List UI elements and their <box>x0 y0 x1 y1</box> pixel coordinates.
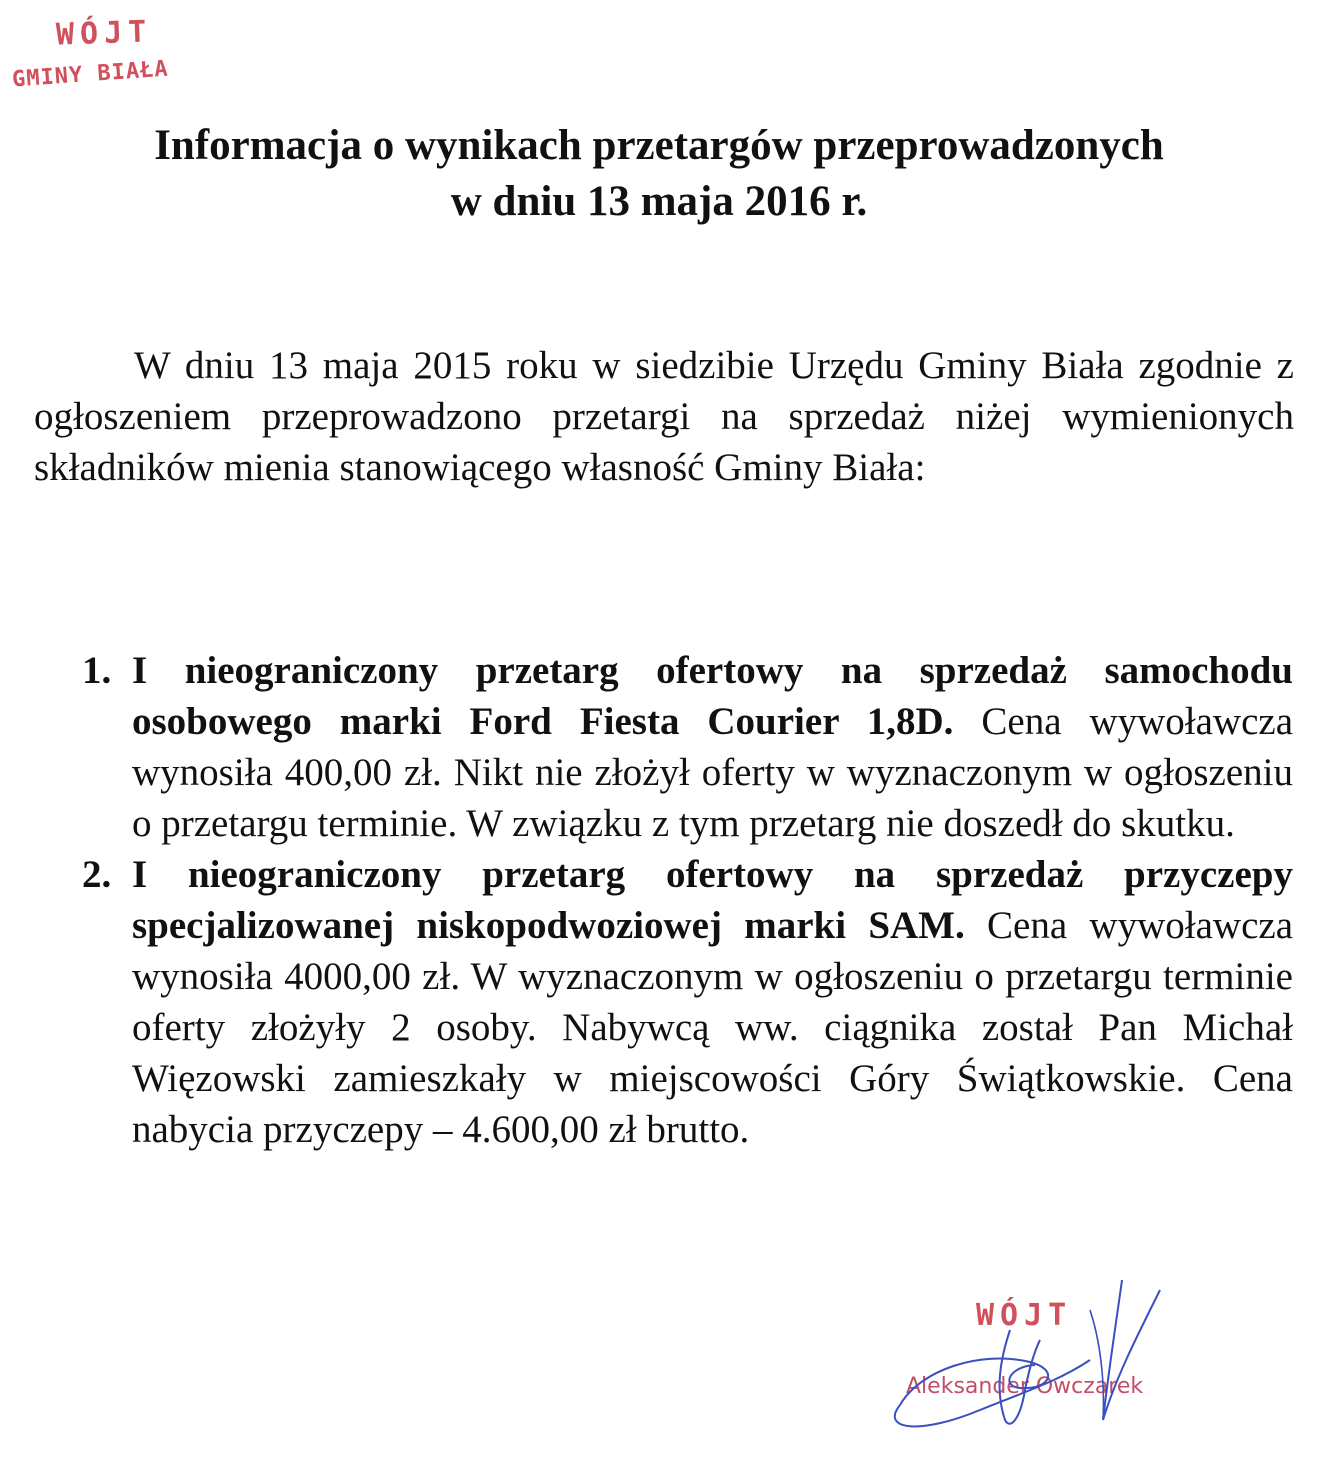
tender-number: 1. <box>82 649 112 692</box>
tender-item-2 <box>82 849 1293 1155</box>
signature-stamp-name: Aleksander Owczarek <box>906 1374 1144 1399</box>
title-line-1: Informacja o wynikach przetargów przeprowadzonych <box>154 122 1164 169</box>
handwritten-signature <box>860 1270 1190 1450</box>
stamp-line-1: WÓJT <box>55 14 153 53</box>
document-title <box>0 118 1318 230</box>
intro-paragraph: W dniu 13 maja 2015 roku w siedzibie Urzędu Gminy Biała zgodnie z ogłoszeniem przeprowadzono przetargi na sprzedaż niżej wymienionych składników mienia stanowiącego własność Gminy Biała: <box>34 344 1294 489</box>
stamp-line-2: GMINY BIAŁA <box>11 56 170 93</box>
signature-stamp-title: WÓJT <box>976 1298 1073 1333</box>
stamp-wojt-gminy <box>10 10 250 100</box>
tender-body: Cena wywoławcza wynosiła 400,00 zł. Nikt nie złożył oferty w wyznaczonym w ogłoszeniu o przetargu terminie. W związku z tym przetarg nie doszedł do skutku. <box>132 700 1294 845</box>
tender-heading: I nieograniczony przetarg ofertowy na sprzedaż przyczepy specjalizowanej niskopodwoziowej marki SAM. <box>132 853 1293 947</box>
tender-list <box>0 645 1318 1155</box>
tender-number: 2. <box>82 853 112 896</box>
tender-heading: I nieograniczony przetarg ofertowy na sprzedaż samochodu osobowego marki Ford Fiesta Courier 1,8D. <box>132 649 1293 743</box>
title-line-2: w dniu 13 maja 2016 r. <box>450 178 868 225</box>
signature-block <box>860 1270 1190 1450</box>
tender-item-1 <box>82 645 1294 849</box>
tender-body: Cena wywoławcza wynosiła 4000,00 zł. W wyznaczonym w ogłoszeniu o przetargu terminie oferty złożyły 2 osoby. Nabywcą ww. ciągnika został Pan Michał Więzowski zamieszkały w miejscowości Góry Świątkowskie. Cena nabycia przyczepy – 4.600,00 zł brutto. <box>132 904 1293 1151</box>
